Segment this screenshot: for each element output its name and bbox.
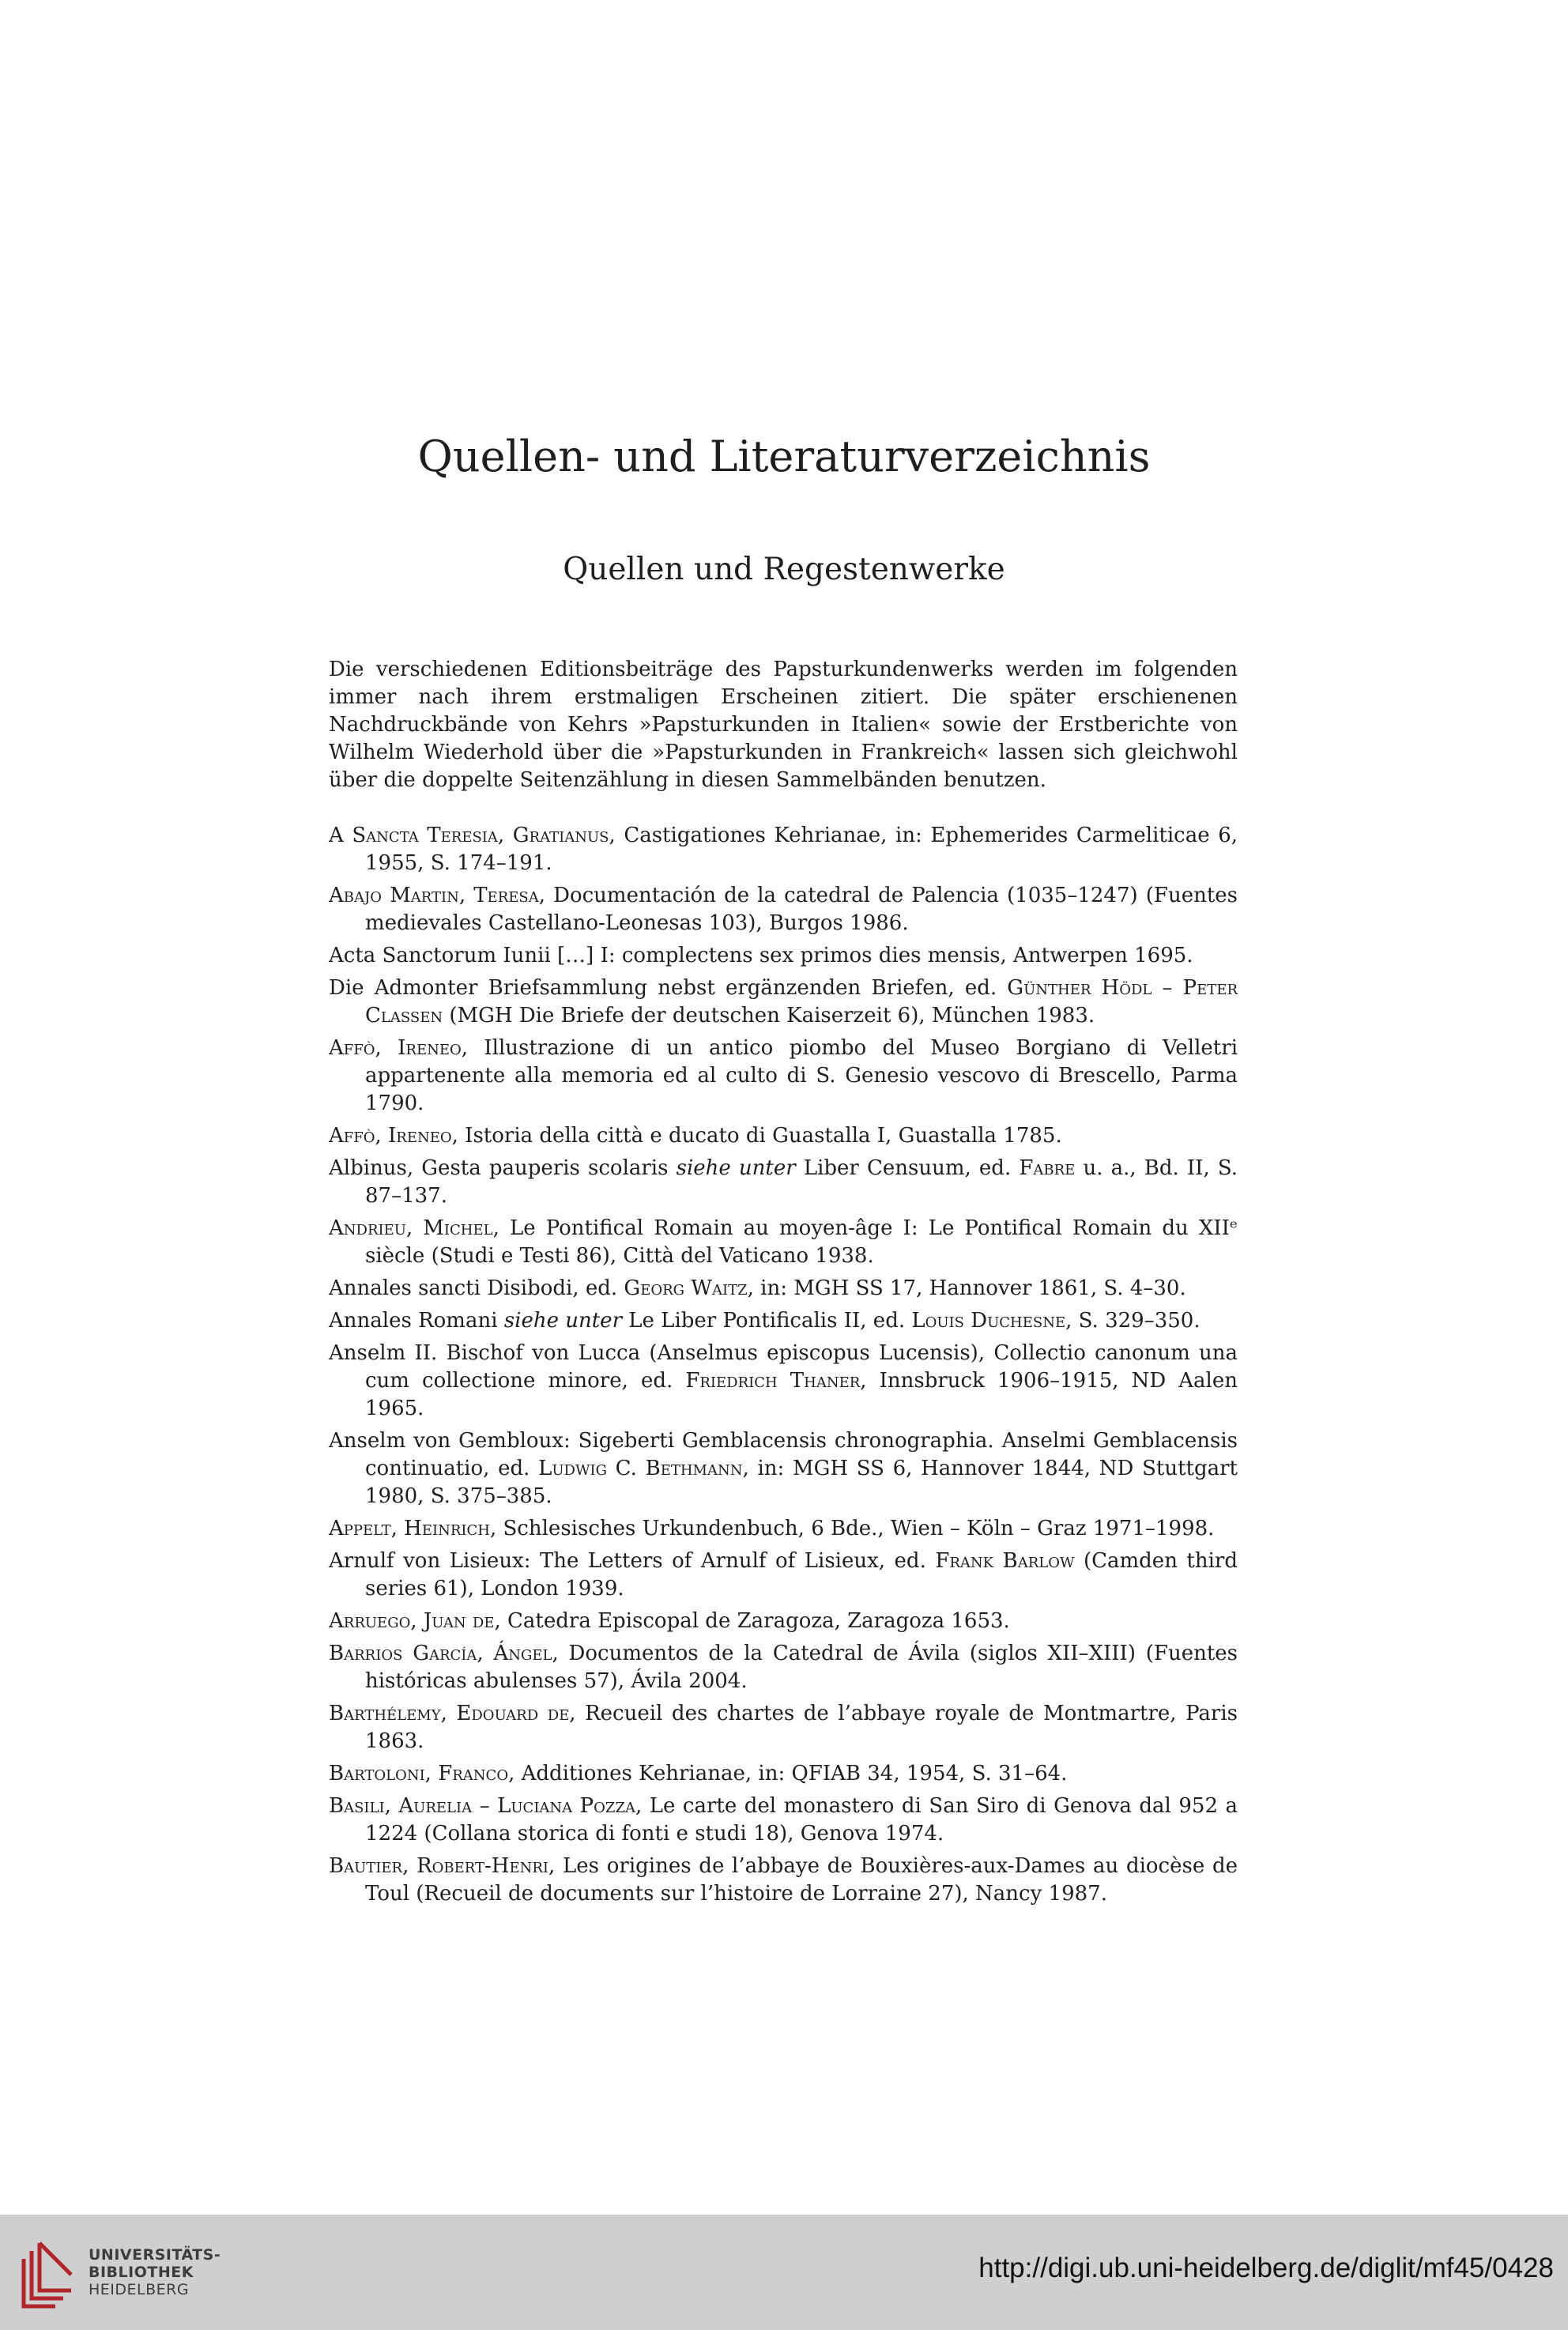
bibliography-entry	[329, 1340, 1238, 1423]
entry-segment: , Schlesisches Urkundenbuch, 6 Bde., Wien – Köln – Graz 1971–1998.	[489, 1517, 1215, 1540]
logo-line-3: HEIDELBERG	[89, 2281, 190, 2298]
entry-segment: Bautier, Robert-Henri	[329, 1854, 549, 1878]
bibliography-entry	[329, 1275, 1238, 1303]
entry-segment: Anselm II. Bischof von Lucca (Anselmus episcopus Lucensis), Collectio canonum una cum collectione minore, ed.	[329, 1341, 1238, 1393]
entry-segment: Acta Sanctorum Iunii […] I: complectens sex primos dies mensis, Antwerpen 1695.	[329, 944, 1193, 967]
bibliography-entry	[329, 975, 1238, 1030]
entry-segment: siehe unter	[676, 1156, 796, 1180]
library-footer	[0, 2215, 1568, 2330]
entry-segment: Liber Censuum, ed.	[795, 1156, 1020, 1180]
entry-segment: Fabre	[1019, 1156, 1076, 1180]
entry-segment: , Illustrazione di un antico piombo del Museo Borgiano di Velletri appartenente alla memoria ed al culto di S. Genesio vescovo di Brescello, Parma 1790.	[365, 1036, 1238, 1115]
entry-segment: siehe unter	[503, 1309, 622, 1333]
entry-segment: Basili, Aurelia – Luciana Pozza	[329, 1794, 635, 1818]
entry-segment: , Catedra Episcopal de Zaragoza, Zaragoza 1653.	[494, 1609, 1010, 1633]
entry-segment: Annales sancti Disibodi, ed.	[329, 1276, 624, 1300]
bibliography-entry	[329, 1035, 1238, 1118]
bibliography-entry	[329, 822, 1238, 877]
entry-segment: Le Liber Pontificalis II, ed.	[622, 1309, 912, 1333]
entry-segment: , Le carte del monastero di San Siro di Genova dal 952 a 1224 (Collana storica di fonti e studi 18), Genova 1974.	[365, 1794, 1238, 1846]
entry-segment: Albinus, Gesta pauperis scolaris	[329, 1156, 677, 1180]
entry-segment: Anselm von Gembloux: Sigeberti Gemblacensis chronographia. Anselmi Gemblacensis continuatio, ed.	[329, 1429, 1238, 1480]
library-logo-text	[89, 2246, 220, 2298]
entry-segment: , Le Pontifical Romain au moyen-âge I: Le Pontifical Romain du XIIᵉ siècle (Studi e Testi 86), Città del Vaticano 1938.	[365, 1216, 1238, 1268]
entry-segment: , in: MGH SS 6, Hannover 1844, ND Stuttgart 1980, S. 375–385.	[365, 1457, 1238, 1508]
entry-segment: , Documentos de la Catedral de Ávila (siglos XII–XIII) (Fuentes históricas abulenses 57), Ávila 2004.	[365, 1642, 1238, 1693]
entry-segment: Frank Barlow	[935, 1549, 1075, 1573]
bibliography-entry	[329, 1793, 1238, 1848]
entry-segment: , Recueil des chartes de l’abbaye royale de Montmartre, Paris 1863.	[365, 1702, 1238, 1753]
logo-line-2: BIBLIOTHEK	[89, 2264, 194, 2281]
bibliography-entry	[329, 942, 1238, 970]
bibliography-list	[329, 822, 1238, 1908]
entry-segment: Affò, Ireneo	[329, 1036, 462, 1060]
bibliography-entry	[329, 1760, 1238, 1788]
entry-segment: Andrieu, Michel	[329, 1216, 493, 1240]
entry-segment: , in: MGH SS 17, Hannover 1861, S. 4–30.	[747, 1276, 1186, 1300]
entry-segment: Appelt, Heinrich	[329, 1517, 490, 1540]
entry-segment: Arnulf von Lisieux: The Letters of Arnulf of Lisieux, ed.	[329, 1549, 936, 1573]
library-logo-icon	[19, 2235, 74, 2311]
entry-segment: Annales Romani	[329, 1309, 504, 1333]
page-title: Quellen- und Literaturverzeichnis	[417, 432, 1151, 481]
entry-segment: Günther Hödl – Peter Classen	[365, 976, 1238, 1027]
entry-segment: , Additiones Kehrianae, in: QFIAB 34, 1954, S. 31–64.	[508, 1762, 1068, 1785]
entry-segment: Barthélemy, Edouard de	[329, 1702, 570, 1725]
bibliography-entry	[329, 1853, 1238, 1908]
bibliography-entry	[329, 1700, 1238, 1755]
bibliography-entry	[329, 1307, 1238, 1335]
bibliography-entry	[329, 1515, 1238, 1543]
bibliography-entry	[329, 1215, 1238, 1270]
entry-segment: (Camden third series 61), London 1939.	[365, 1549, 1238, 1600]
permalink-url[interactable]: http://digi.ub.uni-heidelberg.de/diglit/mf45/0428	[978, 2253, 1554, 2283]
bibliography-entry	[329, 1548, 1238, 1603]
entry-segment: , Castigationes Kehrianae, in: Ephemerides Carmeliticae 6, 1955, S. 174–191.	[365, 824, 1238, 875]
entry-segment: Barrios García, Ángel	[329, 1642, 552, 1665]
entry-segment: Georg Waitz	[624, 1276, 748, 1300]
entry-segment: Ludwig C. Bethmann	[538, 1457, 743, 1480]
entry-segment: Friedrich Thaner	[685, 1369, 861, 1393]
entry-segment: Arruego, Juan de	[329, 1609, 495, 1633]
intro-paragraph: Die verschiedenen Editionsbeiträge des Papsturkundenwerks werden im folgenden immer nach ihrem erstmaligen Erscheinen zitiert. Die später erschienenen Nachdruckbände von Kehrs »Papsturkunden in Italien« sowie der Erstberichte von Wilhelm Wiederhold über die »Papsturkunden in Frankreich« lassen sich gleichwohl über die doppelte Seitenzählung in diesen Sammelbänden benutzen.	[329, 658, 1238, 792]
entry-segment: , S. 329–350.	[1065, 1309, 1200, 1333]
bibliography-entry	[329, 1155, 1238, 1210]
logo-line-1: UNIVERSITÄTS-	[89, 2246, 221, 2264]
entry-segment: Bartoloni, Franco	[329, 1762, 509, 1785]
entry-segment: Affò, Ireneo	[329, 1124, 452, 1148]
entry-segment: , Istoria della città e ducato di Guastalla I, Guastalla 1785.	[451, 1124, 1062, 1148]
entry-segment: (MGH Die Briefe der deutschen Kaiserzeit 6), München 1983.	[443, 1004, 1095, 1027]
entry-segment: Abajo Martin, Teresa	[329, 884, 539, 907]
entry-segment: Louis Duchesne	[911, 1309, 1066, 1333]
bibliography-entry	[329, 1608, 1238, 1635]
bibliography-entry	[329, 882, 1238, 937]
entry-segment: , Documentación de la catedral de Palencia (1035–1247) (Fuentes medievales Castellano-Leonesas 103), Burgos 1986.	[365, 884, 1238, 935]
bibliography-entry	[329, 1427, 1238, 1510]
entry-segment: A	[329, 824, 352, 847]
bibliography-entry	[329, 1122, 1238, 1150]
section-subtitle: Quellen und Regestenwerke	[563, 552, 1005, 587]
entry-segment: Sancta Teresia, Gratianus	[352, 824, 609, 847]
bibliography-content	[329, 656, 1238, 1913]
bibliography-entry	[329, 1640, 1238, 1695]
entry-segment: , Les origines de l’abbaye de Bouxières-aux-Dames au diocèse de Toul (Recueil de documents sur l’histoire de Lorraine 27), Nancy 1987.	[365, 1854, 1238, 1906]
entry-segment: , Innsbruck 1906–1915, ND Aalen 1965.	[365, 1369, 1238, 1420]
entry-segment: Die Admonter Briefsammlung nebst ergänzenden Briefen, ed.	[329, 976, 1008, 1000]
entry-segment: u. a., Bd. II, S. 87–137.	[365, 1156, 1238, 1208]
